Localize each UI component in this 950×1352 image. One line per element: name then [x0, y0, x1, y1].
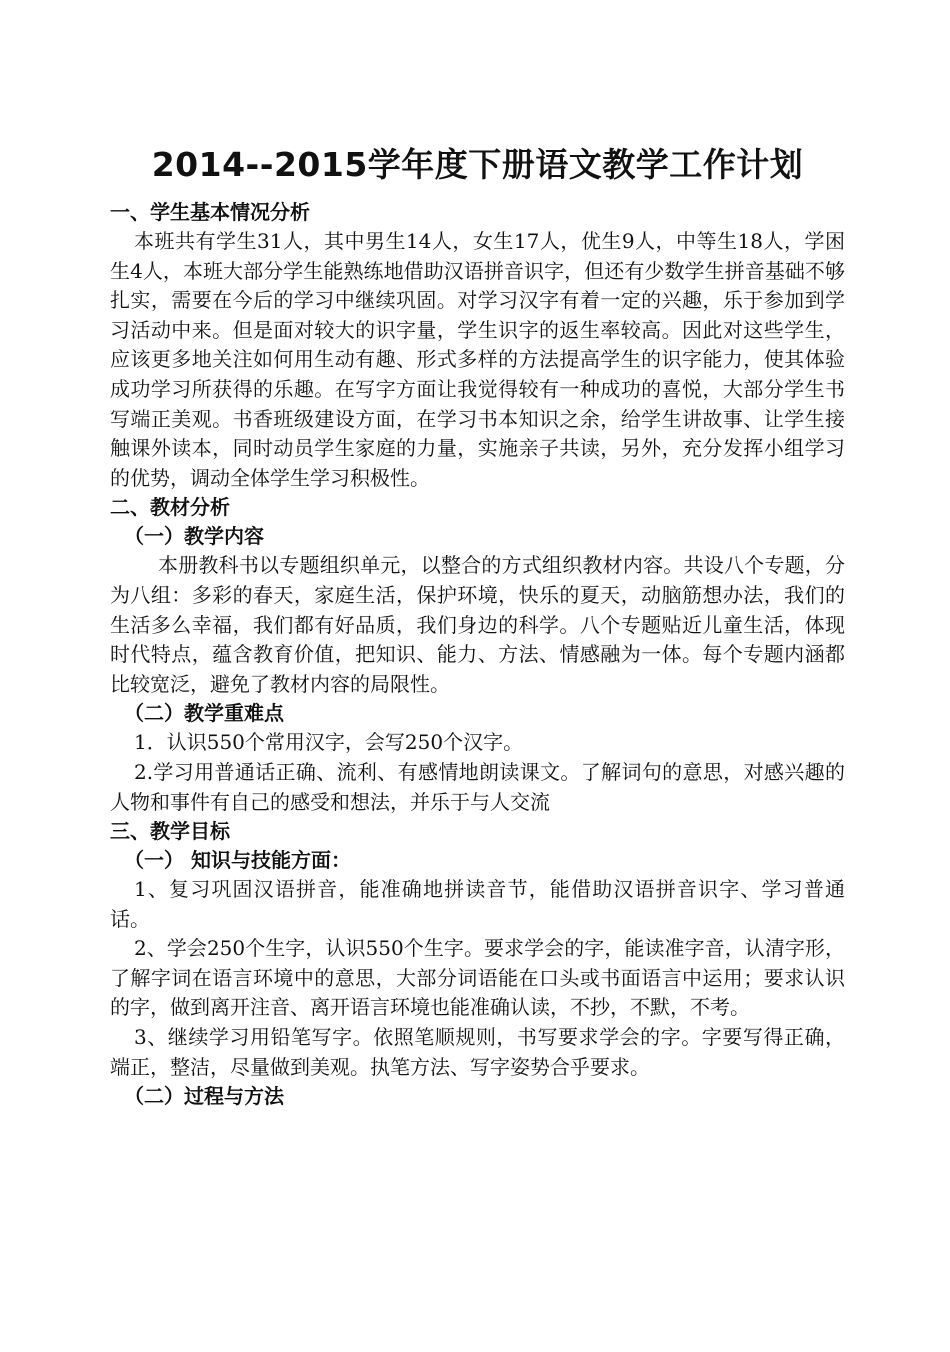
subheading-teaching-content: （一）教学内容 [124, 524, 264, 549]
list-item-key-point-2: 2.学习用普通话正确、流利、有感情地朗读课文。了解词句的意思，对感兴趣的人物和事件有自己的感受和想法，并乐于与人交流 [110, 759, 845, 814]
list-item-key-point-1: 1．认识550个常用汉字，会写250个汉字。 [134, 730, 524, 755]
subheading-process-methods: （二）过程与方法 [124, 1084, 284, 1109]
document-title: 2014--2015学年度下册语文教学工作计划 [151, 145, 804, 184]
paragraph-teaching-content: 本册教科书以专题组织单元，以整合的方式组织教材内容。共设八个专题，分为八组：多彩的春天，家庭生活，保护环境，快乐的夏天，动脑筋想办法，我们的生活多么幸福，我们都有好品质，我们身边的科学。八个专题贴近儿童生活，体现时代特点，蕴含教育价值，把知识、能力、方法、情感融为一体。每个专题内涵都比较宽泛，避免了教材内容的局限性。 [110, 553, 845, 696]
paragraph-student-analysis: 本班共有学生31人，其中男生14人，女生17人，优生9人，中等生18人，学困生4人，本班大部分学生能熟练地借助汉语拼音识字，但还有少数学生拼音基础不够扎实，需要在今后的学习中继续巩固。对学习汉字有着一定的兴趣，乐于参加到学习活动中来。但是面对较大的识字量，学生识字的返生率较高。因此对这些学生，应该更多地关注如何用生动有趣、形式多样的方法提高学生的识字能力，使其体验成功学习所获得的乐趣。在写字方面让我觉得较有一种成功的喜悦，大部分学生书写端正美观。书香班级建设方面，在学习书本知识之余，给学生讲故事、让学生接触课外读本，同时动员学生家庭的力量，实施亲子共读，另外，充分发挥小组学习的优势，调动全体学生学习积极性。 [110, 229, 845, 490]
list-item-goal-1: 1、复习巩固汉语拼音，能准确地拼读音节，能借助汉语拼音识字、学习普通话。 [110, 877, 845, 931]
section-heading-textbook-analysis: 二、教材分析 [110, 495, 230, 520]
document-page [110, 140, 845, 1111]
subheading-key-points: （二）教学重难点 [124, 701, 284, 726]
subheading-knowledge-skills: （一） 知识与技能方面： [124, 848, 351, 873]
list-item-goal-3: 3、继续学习用铅笔写字。依照笔顺规则，书写要求学会的字。字要写得正确，端正，整洁，尽量做到美观。执笔方法、写字姿势合乎要求。 [110, 1025, 845, 1079]
section-heading-student-analysis: 一、学生基本情况分析 [110, 200, 310, 224]
list-item-goal-2: 2、学会250个生字，认识550个生字。要求学会的字，能读准字音，认清字形，了解字词在语言环境中的意思，大部分词语能在口头或书面语言中运用；要求认识的字，做到离开注音、离开语言环境也能准确认读，不抄，不默，不考。 [110, 936, 845, 1020]
section-heading-teaching-goals: 三、教学目标 [110, 819, 230, 844]
